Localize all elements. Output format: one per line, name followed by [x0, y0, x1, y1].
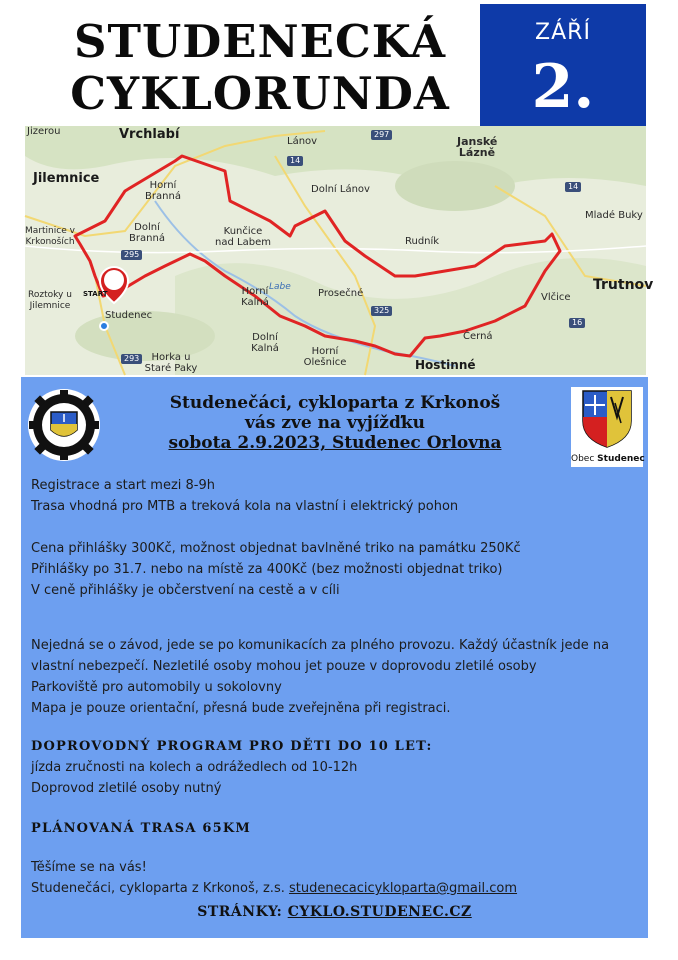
text-line: V ceně přihlášky je občerstvení na cestě a v cíli [31, 583, 340, 598]
obec-studenec-logo [571, 387, 643, 467]
closing-line: Těšíme se na vás! [31, 860, 147, 875]
place-label: Hostinné [415, 358, 476, 372]
website-line [21, 904, 648, 920]
road-shield: 14 [287, 156, 303, 166]
title-line-1: STUDENECKÁ [74, 15, 446, 68]
invitation-headline [105, 393, 565, 453]
price-paragraph [31, 538, 521, 601]
text-line: Trasa vhodná pro MTB a treková kola na vlastní i elektrický pohon [31, 499, 459, 514]
road-shield: 297 [371, 130, 392, 140]
road-shield: 14 [565, 182, 581, 192]
info-panel [21, 377, 648, 938]
route-length-heading: PLÁNOVANÁ TRASA 65KM [31, 821, 251, 836]
signature-line [31, 878, 517, 899]
title-line-2: CYKLORUNDA [70, 67, 450, 120]
place-label: Černá [463, 331, 493, 342]
website-link[interactable]: CYKLO.STUDENEC.CZ [287, 904, 472, 920]
place-label: Jilemnice [33, 171, 100, 186]
text-line: Mapa je pouze orientační, přesná bude zveřejněna při registraci. [31, 701, 451, 716]
road-shield: 293 [121, 354, 142, 364]
invite-line-3: sobota 2.9.2023, Studenec Orlovna [168, 433, 502, 453]
text-line: Přihlášky po 31.7. nebo na místě za 400Kč (bez možnosti objednat triko) [31, 562, 503, 577]
road-shield: 325 [371, 306, 392, 316]
date-day: 2. [531, 52, 595, 122]
coat-of-arms-icon [571, 387, 643, 449]
invite-line-1: Studenečáci, cykloparta z Krkonoš [169, 393, 501, 413]
place-label: Horní Branná [145, 180, 181, 202]
place-label: Vrchlabí [119, 127, 180, 142]
place-label: Janské Lázně [457, 135, 498, 159]
signature-text: Studenečáci, cykloparta z Krkonoš, z.s. [31, 881, 285, 896]
place-label: Mladé Buky [585, 210, 643, 221]
cyklo-club-logo [27, 388, 101, 462]
text-line: Parkoviště pro automobily u sokolovny [31, 680, 282, 695]
invite-line-2: vás zve na vyjížďku [245, 413, 425, 433]
place-label: Trutnov [593, 277, 654, 293]
kids-program-text [31, 757, 357, 799]
website-label: STRÁNKY: [197, 904, 283, 920]
text-line: Doprovod zletilé osoby nutný [31, 781, 222, 796]
place-label: Horní Kalná [241, 286, 269, 308]
place-label: Horka u Staré Paky [144, 352, 198, 374]
email-link[interactable]: studenecacicykloparta@gmail.com [288, 881, 518, 896]
map-graphic [25, 126, 646, 375]
place-label: Dolní Branná [129, 222, 165, 244]
text-line: Cena přihlášky 300Kč, možnost objednat bavlněné triko na památku 250Kč [31, 541, 521, 556]
text-line: jízda zručnosti na kolech a odrážedlech od 10-12h [31, 760, 358, 775]
place-label: Vlčice [541, 292, 571, 303]
place-label: Studenec [105, 310, 153, 321]
start-label: START [83, 290, 108, 298]
place-label: Jizerou [27, 126, 61, 137]
place-label: Kunčice nad Labem [215, 226, 271, 248]
event-title [40, 16, 480, 120]
text-line: Nejedná se o závod, jede se po komunikacích za plného provozu. Každý účastník jede na [31, 638, 610, 653]
date-month: ZÁŘÍ [535, 20, 591, 45]
river-label: Labe [269, 282, 291, 292]
place-label: Martinice v Krkonoších [25, 226, 75, 247]
text-line: Registrace a start mezi 8-9h [31, 478, 215, 493]
place-label: Dolní Lánov [311, 184, 370, 195]
registration-paragraph [31, 475, 458, 517]
kids-program-heading: DOPROVODNÝ PROGRAM PRO DĚTI DO 10 LET: [31, 739, 433, 754]
closing-paragraph [31, 857, 517, 899]
road-shield: 295 [121, 250, 142, 260]
obec-name: Studenec [597, 454, 645, 464]
obec-caption [571, 454, 643, 464]
place-label: Dolní Kalná [251, 332, 279, 354]
rules-paragraph [31, 635, 609, 719]
place-label: Roztoky u Jilemnice [28, 290, 72, 311]
place-label: Prosečné [318, 288, 364, 299]
place-label: Horní Olešnice [303, 346, 347, 368]
gear-logo-icon [27, 388, 101, 462]
place-label: Rudník [405, 236, 440, 247]
road-shield: 16 [569, 318, 585, 328]
route-map [25, 126, 654, 375]
place-label: Lánov [287, 136, 318, 147]
obec-prefix: Obec [571, 454, 598, 464]
text-line: vlastní nebezpečí. Nezletilé osoby mohou jet pouze v doprovodu zletilé osoby [31, 659, 537, 674]
